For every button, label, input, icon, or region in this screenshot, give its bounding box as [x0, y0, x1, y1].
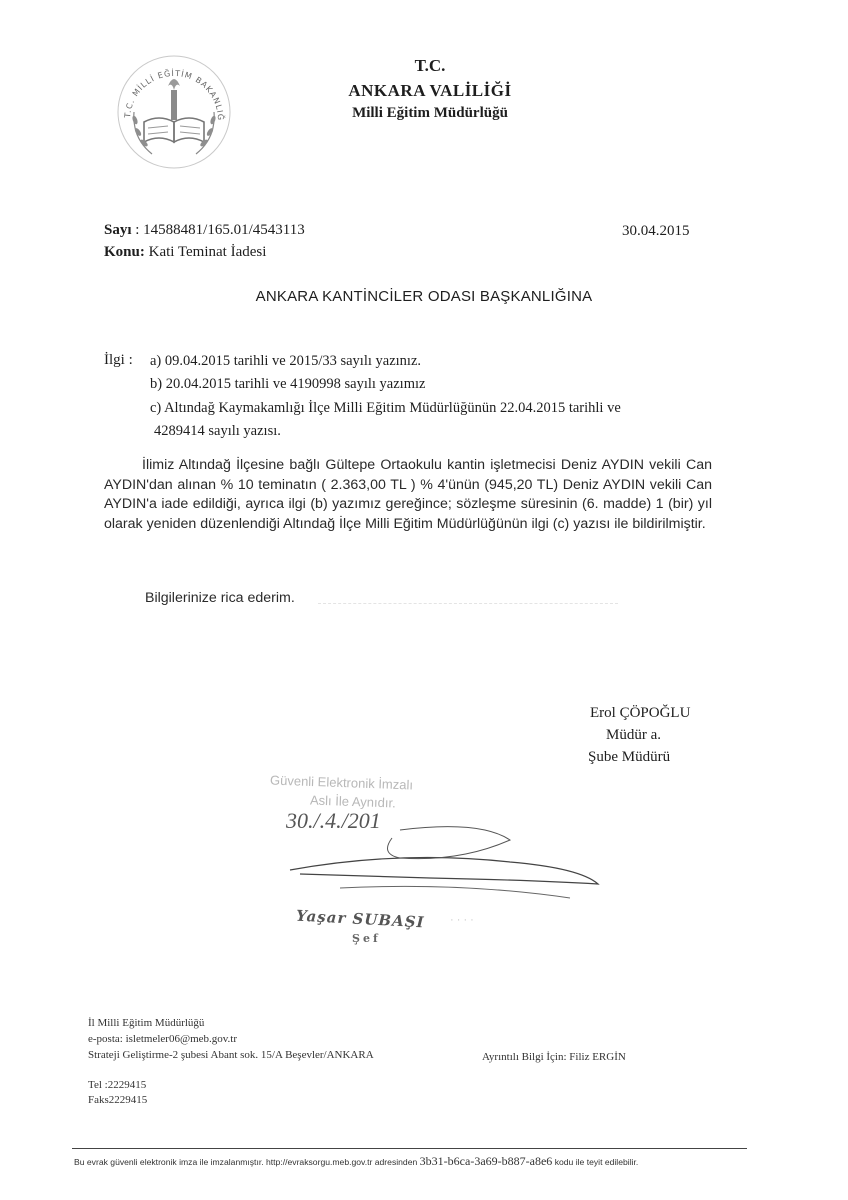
verification-suffix: kodu ile teyit edilebilir.: [554, 1157, 639, 1167]
ilgi-item-c-cont: 4289414 sayılı yazısı.: [154, 423, 281, 439]
konu-value: Kati Teminat İadesi: [148, 244, 267, 260]
footer-rule: [72, 1148, 747, 1149]
sayi-value: : 14588481/165.01/4543113: [135, 222, 305, 238]
faint-divider: [318, 603, 618, 605]
stamp-name: Yaşar SUBAŞI: [295, 906, 426, 932]
sayi-label: Sayı: [104, 222, 132, 238]
signatory-role: Şube Müdürü: [588, 749, 671, 765]
header-dept: Milli Eğitim Müdürlüğü: [352, 105, 508, 121]
body-paragraph: [104, 456, 712, 534]
closing-text: Bilgilerinize rica ederim.: [145, 590, 295, 606]
ministry-seal: [112, 50, 236, 174]
header-org: ANKARA VALİLİĞİ: [348, 81, 512, 100]
ilgi-item-a: a) 09.04.2015 tarihli ve 2015/33 sayılı yazınız.: [150, 353, 422, 369]
verification-prefix: Bu evrak güvenli elektronik imza ile imzalanmıştır. http://evraksorgu.meb.gov.tr adresinden: [74, 1157, 418, 1167]
konu-row: [104, 244, 266, 261]
ilgi-label: İlgi :: [104, 352, 133, 368]
stamp-date: 30./.4./201: [286, 808, 381, 833]
ilgi-item-b: b) 20.04.2015 tarihli ve 4190998 sayılı yazımız: [150, 376, 426, 392]
footer-fax: Faks2229415: [88, 1094, 148, 1106]
ilgi-item-c: c) Altındağ Kaymakamlığı İlçe Milli Eğitim Müdürlüğünün 22.04.2015 tarihli ve: [150, 400, 621, 416]
footer-contact-person: Ayrıntılı Bilgi İçin: Filiz ERGİN: [482, 1051, 626, 1063]
footer-email: e-posta: isletmeler06@meb.gov.tr: [88, 1033, 238, 1045]
footer-address: Strateji Geliştirme-2 şubesi Abant sok. 15/A Beşevler/ANKARA: [88, 1049, 374, 1061]
document-date: 30.04.2015: [622, 223, 690, 239]
stamp-smudge: · · · ·: [450, 914, 474, 926]
handwritten-signature: [280, 810, 610, 920]
header-tc: T.C.: [414, 56, 446, 75]
verification-line: [74, 1154, 638, 1169]
sayi-row: [104, 222, 305, 239]
stamp-line-1: Güvenli Elektronik İmzalı: [269, 772, 414, 793]
signatory-name: Erol ÇÖPOĞLU: [590, 705, 691, 721]
footer-institution: İl Milli Eğitim Müdürlüğü: [88, 1017, 205, 1029]
verification-code: 3b31-b6ca-3a69-b887-a8e6: [419, 1154, 553, 1168]
stamp-line-2: Aslı İle Aynıdır.: [309, 792, 397, 811]
recipient: ANKARA KANTİNCİLER ODASI BAŞKANLIĞINA: [255, 288, 593, 305]
body-text: İlimiz Altındağ İlçesine bağlı Gültepe Ortaokulu kantin işletmecisi Deniz AYDIN vekili Can AYDIN'dan alınan % 10 teminatın ( 2.363,00 TL ) % 4'ünün (945,20 TL) Deniz AYDIN vekili Can AYDIN'a iade edildiği, ayrıca ilgi (b) yazımız gereğince; sözleşme süresinin (6. madde) 1 (bir) yıl olarak yeniden düzenlendiği Altındağ İlçe Milli Eğitim Müdürlüğünün ilgi (c) yazısı ile bildirilmiştir.: [104, 457, 712, 532]
footer-tel: Tel :2229415: [88, 1079, 147, 1091]
signatory-title: Müdür a.: [606, 727, 661, 743]
stamp-title: Şef: [352, 932, 381, 945]
svg-text:T.C. MİLLİ EĞİTİM BAKANLIĞI: T.C. MİLLİ EĞİTİM BAKANLIĞ: [123, 68, 226, 122]
konu-label: Konu:: [104, 244, 145, 260]
